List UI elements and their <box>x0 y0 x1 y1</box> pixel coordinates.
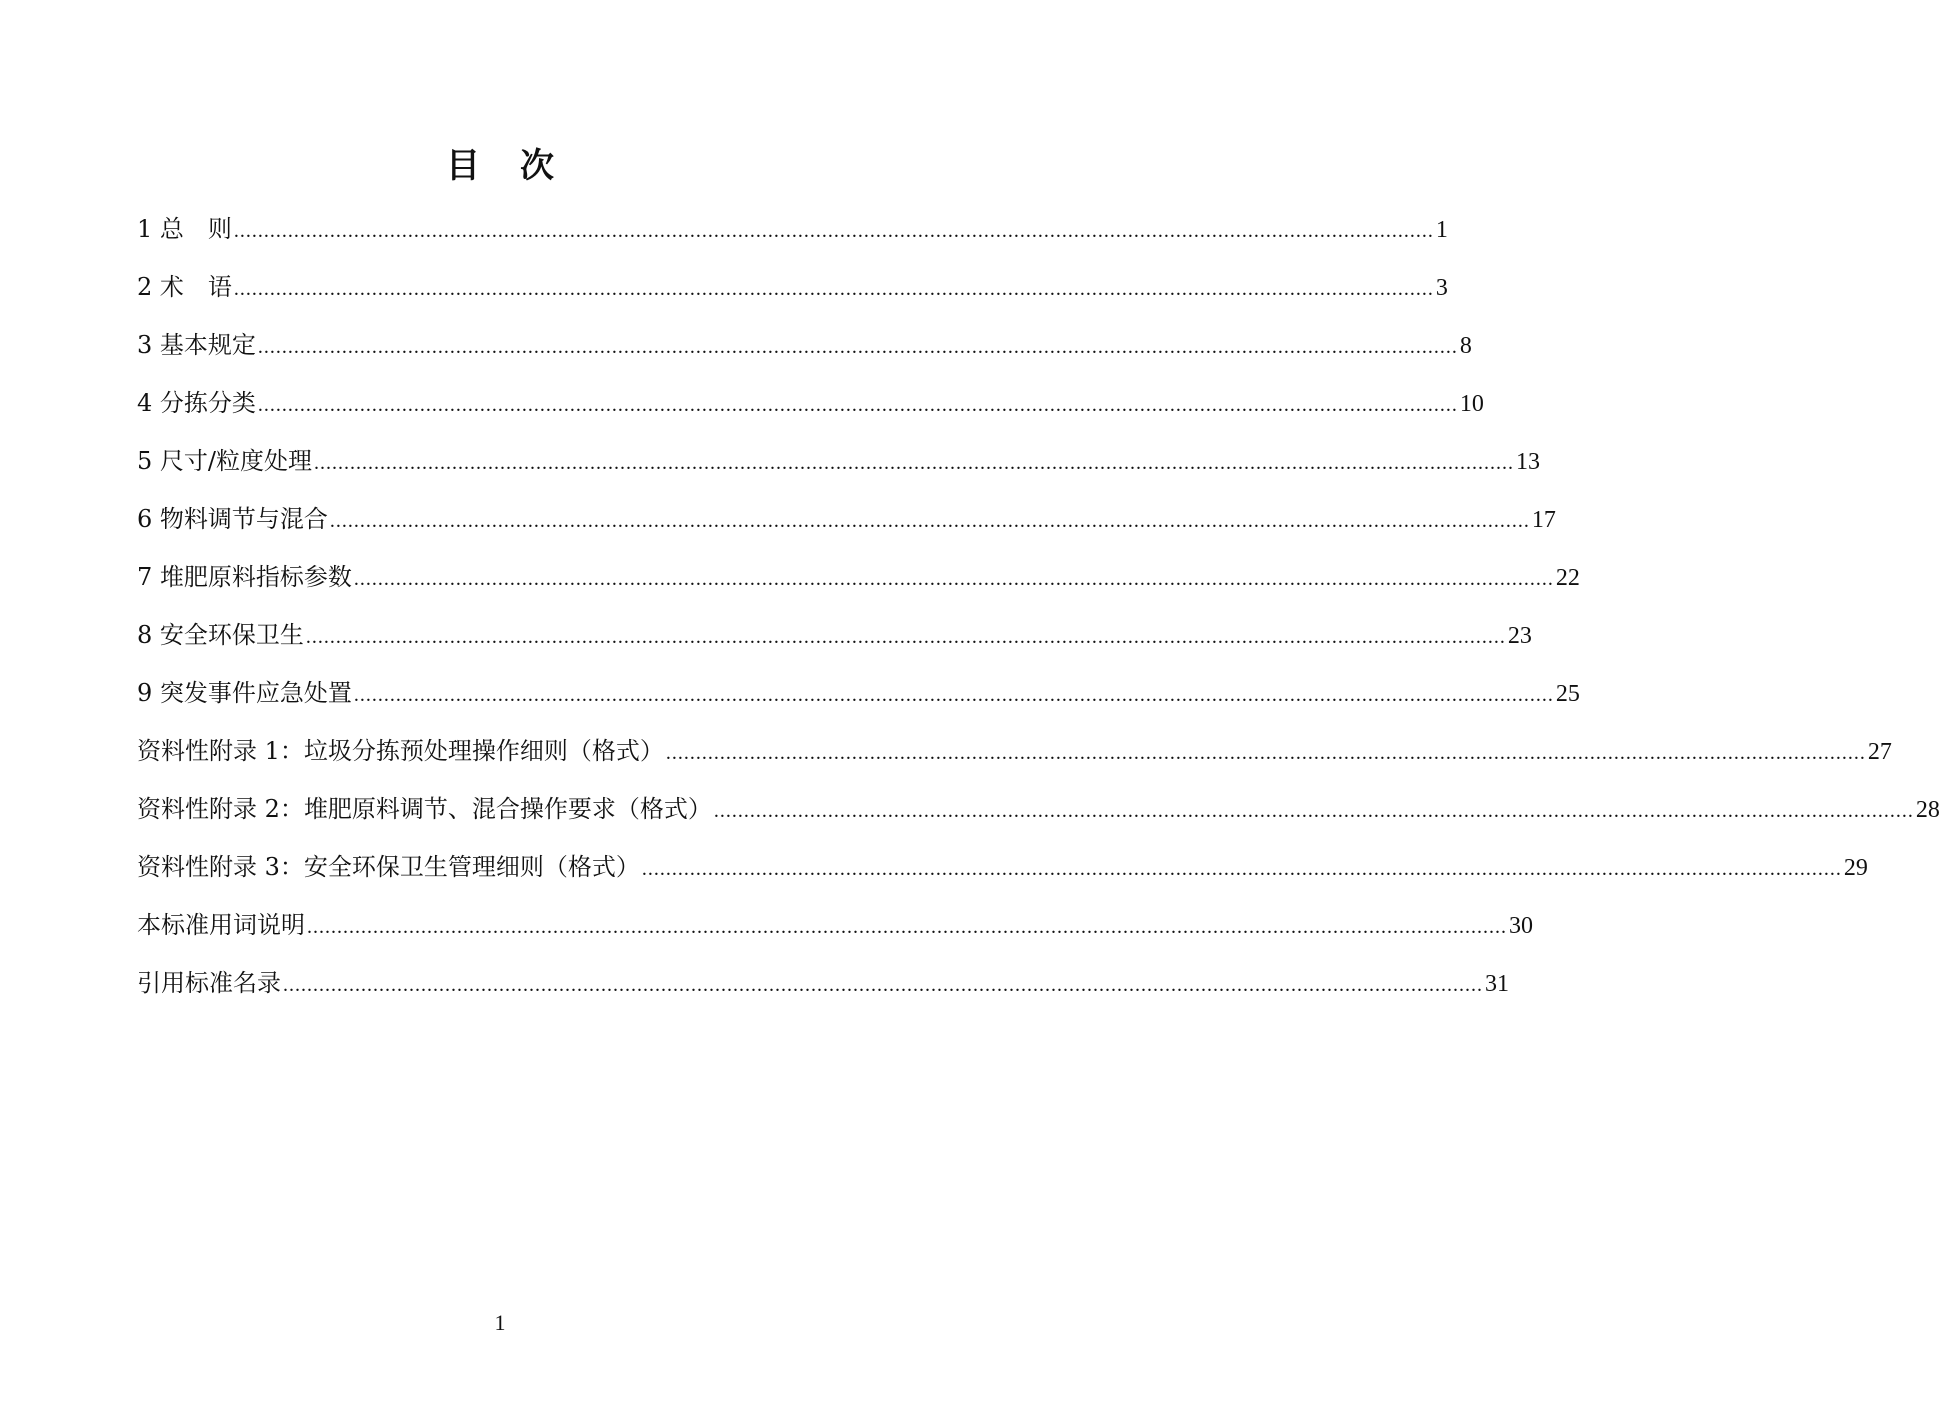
toc-entry-page: 1 <box>1435 217 1448 243</box>
toc-entry-page: 25 <box>1555 681 1580 707</box>
toc-entry-page: 29 <box>1843 855 1868 881</box>
toc-entry-page: 23 <box>1507 623 1532 649</box>
toc-entry[interactable] <box>137 444 1540 502</box>
toc-entry[interactable] <box>137 212 1448 270</box>
toc-entry-label: 资料性附录 1：垃圾分拣预处理操作细则（格式） <box>137 737 664 765</box>
dot-leader: ........................................................................................................................................................................................................ <box>305 626 1506 648</box>
toc-entry-label: 4 分拣分类 <box>137 389 256 417</box>
toc-entry-page: 27 <box>1867 739 1892 765</box>
toc-entry[interactable] <box>137 908 1533 966</box>
page-number: 1 <box>494 1310 506 1335</box>
dot-leader: ........................................................................................................................................................................................................ <box>665 742 1866 764</box>
toc-entry-label: 3 基本规定 <box>137 331 256 359</box>
dot-leader: ........................................................................................................................................................................................................ <box>353 568 1554 590</box>
toc-entry[interactable] <box>137 618 1532 676</box>
toc-entry-label: 7 堆肥原料指标参数 <box>137 563 352 591</box>
toc-entry-label: 资料性附录 3：安全环保卫生管理细则（格式） <box>137 853 640 881</box>
dot-leader: ........................................................................................................................................................................................................ <box>307 916 1507 938</box>
toc-entry-page: 28 <box>1915 797 1940 823</box>
dot-leader: ........................................................................................................................................................................................................ <box>353 684 1554 706</box>
toc-entry-label: 8 安全环保卫生 <box>137 621 304 649</box>
title-char-1: 目 <box>446 146 480 186</box>
toc-entry[interactable] <box>137 792 1940 850</box>
page-title <box>0 138 1000 187</box>
toc-entry[interactable] <box>137 850 1868 908</box>
dot-leader: ........................................................................................................................................................................................................ <box>313 452 1514 474</box>
dot-leader: ........................................................................................................................................................................................................ <box>641 858 1842 880</box>
toc-entry-label: 1 总 则 <box>137 215 232 243</box>
toc-entry-label: 6 物料调节与混合 <box>137 505 328 533</box>
dot-leader: ........................................................................................................................................................................................................ <box>233 278 1434 300</box>
toc-entry[interactable] <box>137 270 1448 328</box>
toc-entry-page: 31 <box>1485 971 1509 997</box>
toc-entry[interactable] <box>137 966 1509 1024</box>
title-char-2: 次 <box>520 146 554 186</box>
toc-entry-page: 10 <box>1459 391 1484 417</box>
toc-entry[interactable] <box>137 328 1472 386</box>
dot-leader: ........................................................................................................................................................................................................ <box>257 336 1458 358</box>
toc-entry[interactable] <box>137 560 1580 618</box>
toc-entry-label: 2 术 语 <box>137 273 232 301</box>
toc-entry[interactable] <box>137 734 1892 792</box>
table-of-contents <box>137 212 1940 1024</box>
toc-entry-label: 引用标准名录 <box>137 969 281 997</box>
toc-entry-page: 30 <box>1509 913 1533 939</box>
toc-entry[interactable] <box>137 676 1580 734</box>
toc-entry-label: 本标准用词说明 <box>137 911 305 939</box>
toc-entry-page: 3 <box>1435 275 1448 301</box>
toc-entry[interactable] <box>137 386 1484 444</box>
dot-leader: ........................................................................................................................................................................................................ <box>283 974 1483 996</box>
toc-entry-page: 8 <box>1459 333 1472 359</box>
toc-entry-page: 13 <box>1515 449 1540 475</box>
toc-entry[interactable] <box>137 502 1556 560</box>
toc-entry-page: 17 <box>1531 507 1556 533</box>
dot-leader: ........................................................................................................................................................................................................ <box>713 800 1914 822</box>
dot-leader: ........................................................................................................................................................................................................ <box>329 510 1530 532</box>
toc-entry-label: 5 尺寸/粒度处理 <box>137 447 312 475</box>
toc-entry-label: 9 突发事件应急处置 <box>137 679 352 707</box>
toc-entry-label: 资料性附录 2：堆肥原料调节、混合操作要求（格式） <box>137 795 712 823</box>
toc-entry-page: 22 <box>1555 565 1580 591</box>
dot-leader: ........................................................................................................................................................................................................ <box>257 394 1458 416</box>
dot-leader: ........................................................................................................................................................................................................ <box>233 220 1434 242</box>
